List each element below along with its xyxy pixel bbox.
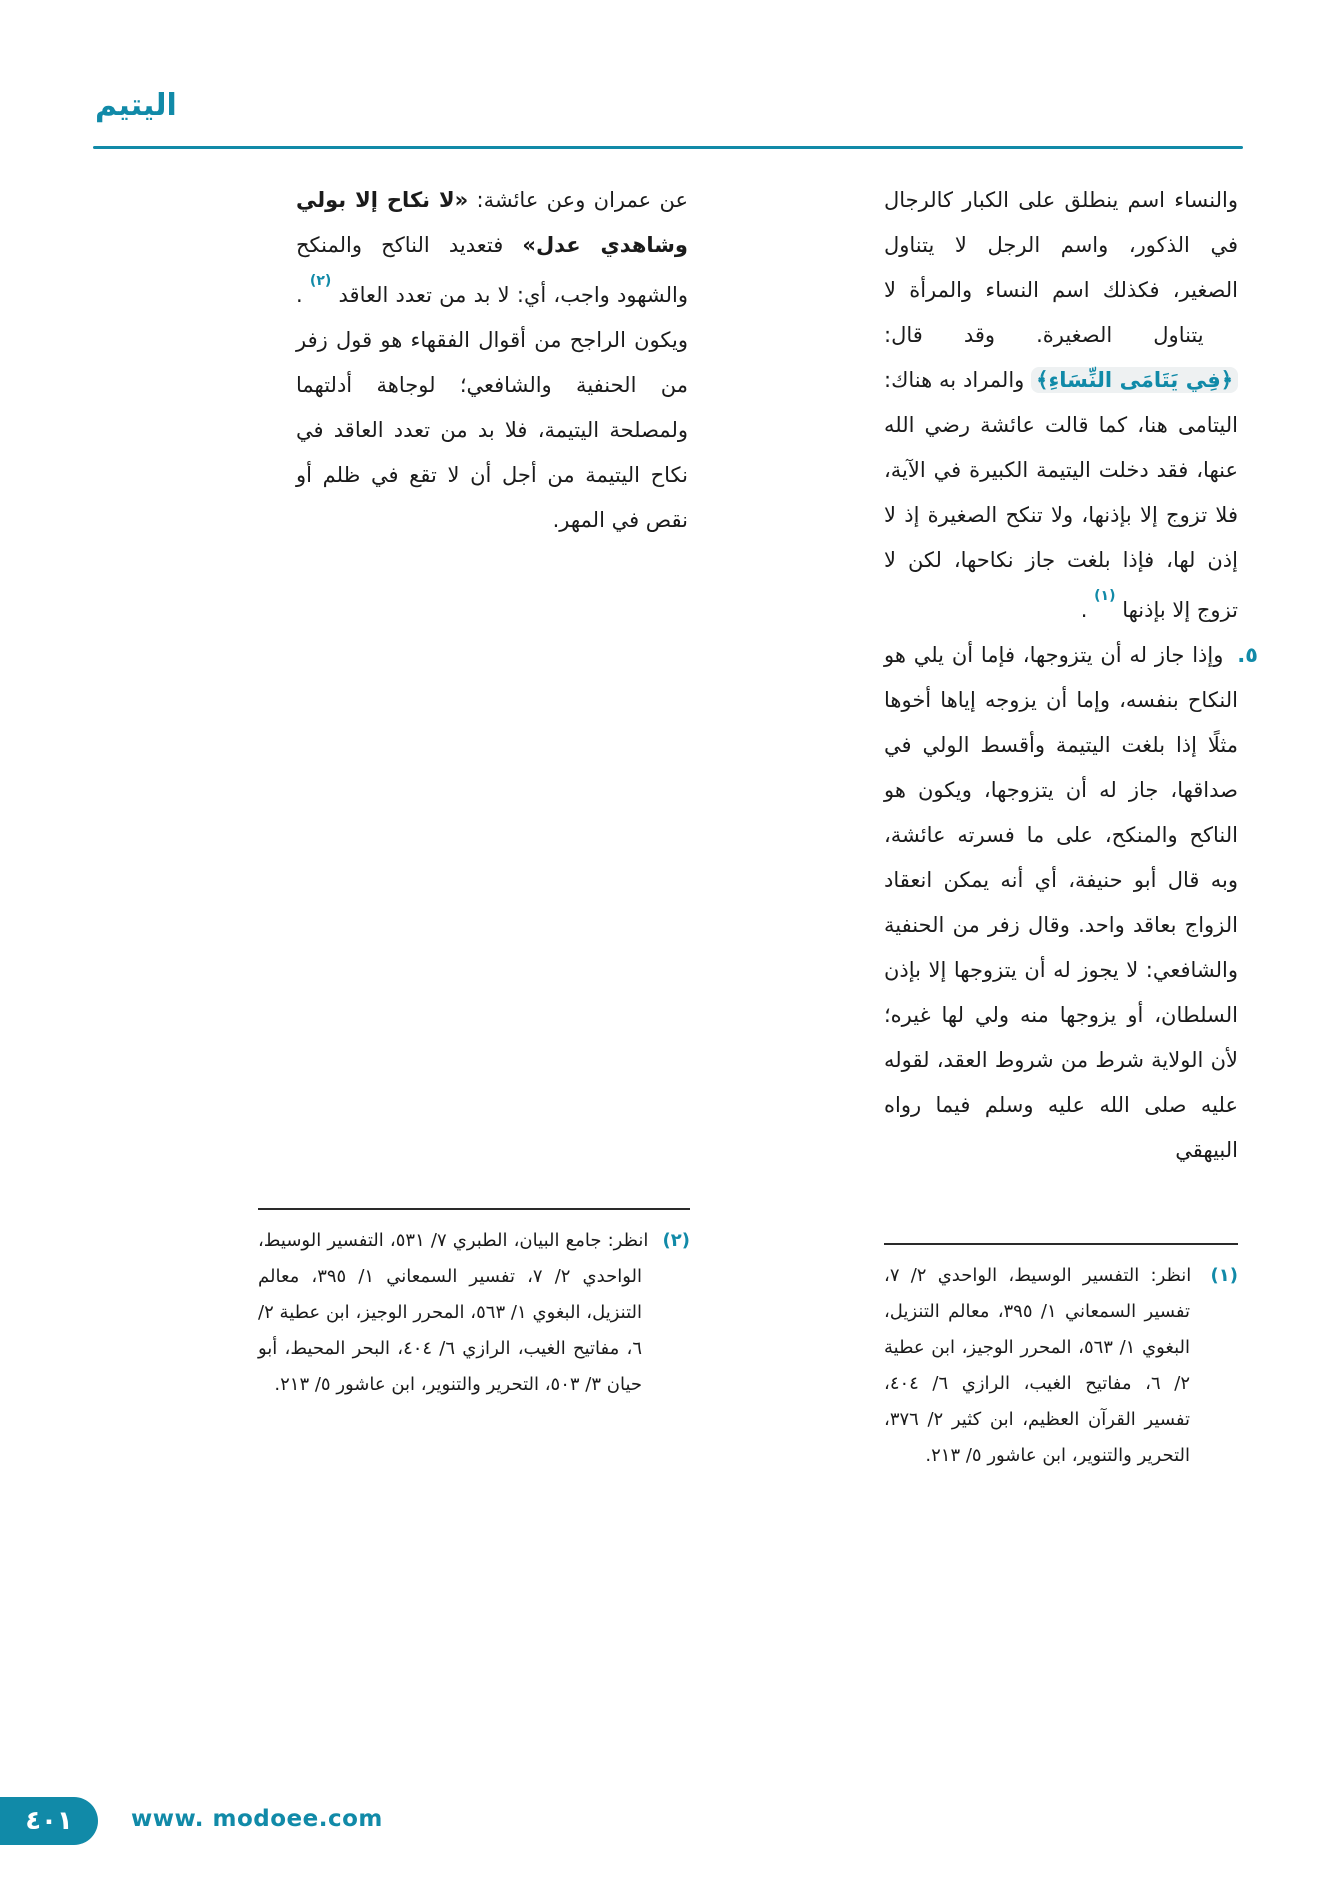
hadith-quote: «لا نكاح إلا بولي وشاهدي عدل» bbox=[296, 188, 688, 257]
quran-verse: ﴿فِي يَتَامَى النِّسَاءِ﴾ bbox=[1031, 367, 1238, 393]
footnote-text: انظر: التفسير الوسيط، الواحدي ٢/ ٧، تفسير السمعاني ١/ ٣٩٥، معالم التنزيل، البغوي ١/ ٥٦٣، المحرر الوجيز، ابن عطية ٢/ ٦، مفاتيح الغيب، الرازي ٦/ ٤٠٤، تفسير القرآن العظيم، ابن كثير ٢/ ٣٧٦، التحرير والتنوير، ابن عاشور ٥/ ٢١٣. bbox=[884, 1265, 1192, 1466]
paragraph bbox=[884, 633, 1258, 1173]
paragraph-text: فتعديد الناكح والمنكح والشهود واجب، أي: لا بد من تعدد العاقد bbox=[296, 233, 689, 307]
paragraph bbox=[884, 178, 1238, 633]
page-number: ٤٠١ bbox=[25, 1806, 73, 1836]
paragraph-text: والنساء اسم ينطلق على الكبار كالرجال في الذكور، واسم الرجل لا يتناول الصغير، فكذلك اسم النساء والمرأة لا يتناول الصغيرة. وقد قال: bbox=[884, 188, 1238, 347]
footnote-section-right bbox=[884, 1243, 1238, 1474]
footnote-marker-1: (١) bbox=[1210, 1265, 1238, 1286]
list-item-number: ٥. bbox=[1237, 643, 1258, 667]
footnote-ref-2: (٢) bbox=[309, 273, 332, 289]
website-url: www. modoee.com bbox=[131, 1806, 383, 1832]
paragraph-text: عن عمران وعن عائشة: bbox=[468, 188, 688, 212]
footnote bbox=[884, 1258, 1238, 1474]
page-number-badge bbox=[0, 1797, 98, 1845]
text-column-right bbox=[884, 178, 1258, 1173]
footnote bbox=[258, 1223, 690, 1403]
paragraph-text: . bbox=[1080, 598, 1088, 622]
footnote-divider bbox=[258, 1208, 690, 1210]
paragraph-text: والمراد به هناك: اليتامى هنا، كما قالت عائشة رضي الله عنها، فقد دخلت اليتيمة الكبيرة في الآية، فلا تزوج إلا بإذنها، ولا تنكح الصغيرة إذ لا إذن لها، فإذا بلغت جاز نكاحها، لكن لا تزوج إلا بإذنها bbox=[884, 368, 1238, 622]
footnote-text: انظر: جامع البيان، الطبري ٧/ ٥٣١، التفسير الوسيط، الواحدي ٢/ ٧، تفسير السمعاني ١/ ٣٩٥، معالم التنزيل، البغوي ١/ ٥٦٣، المحرر الوجيز، ابن عطية ٢/ ٦، مفاتيح الغيب، الرازي ٦/ ٤٠٤، البحر المحيط، أبو حيان ٣/ ٥٠٣، التحرير والتنوير، ابن عاشور ٥/ ٢١٣. bbox=[258, 1230, 649, 1395]
paragraph-text: وإذا جاز له أن يتزوجها، فإما أن يلي هو النكاح بنفسه، وإما أن يزوجه إياها أخوها مثلًا إذا بلغت اليتيمة وأقسط الولي في صداقها، جاز له أن يتزوجها، ويكون هو الناكح والمنكح، على ما فسرته عائشة، وبه قال أبو حنيفة، أي أنه يمكن انعقاد الزواج بعاقد واحد. وقال زفر من الحنفية والشافعي: لا يجوز له أن يتزوجها إلا بإذن السلطان، أو يزوجها منه ولي لها غيره؛ لأن الولاية شرط من شروط العقد، لقوله عليه صلى الله عليه وسلم فيما رواه البيهقي bbox=[884, 643, 1238, 1162]
footnote-divider bbox=[884, 1243, 1238, 1245]
page-header-title: اليتيم bbox=[95, 88, 177, 123]
text-column-left bbox=[296, 178, 688, 543]
paragraph bbox=[296, 178, 688, 543]
footnote-marker-2: (٢) bbox=[662, 1230, 691, 1251]
footnote-section-left bbox=[258, 1208, 690, 1403]
paragraph-text: . ويكون الراجح من أقوال الفقهاء هو قول زفر من الحنفية والشافعي؛ لوجاهة أدلتهما ولمصلحة اليتيمة، فلا بد من تعدد العاقد في نكاح اليتيمة من أجل أن لا تقع في ظلم أو نقص في المهر. bbox=[296, 283, 688, 532]
footnote-ref-1: (١) bbox=[1094, 588, 1116, 604]
header-divider bbox=[93, 146, 1243, 149]
